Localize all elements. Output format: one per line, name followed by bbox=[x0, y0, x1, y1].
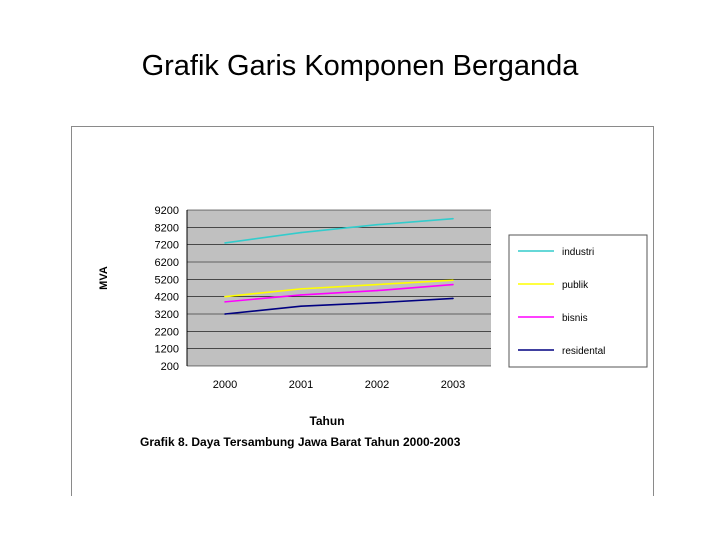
y-tick-label: 9200 bbox=[154, 205, 179, 217]
y-tick-labels bbox=[155, 205, 179, 373]
legend-label-publik: publik bbox=[562, 280, 589, 291]
x-tick-labels bbox=[213, 379, 465, 391]
plot-area bbox=[187, 210, 491, 366]
data-point-industri bbox=[452, 218, 454, 220]
y-tick-label: 5200 bbox=[154, 274, 179, 287]
data-point-publik bbox=[224, 296, 226, 298]
data-point-publik bbox=[452, 279, 454, 281]
y-tick-label: 8200 bbox=[154, 222, 179, 235]
data-point-publik bbox=[300, 288, 302, 290]
data-point-industri bbox=[300, 232, 302, 234]
data-point-bisnis bbox=[452, 284, 454, 286]
data-point-bisnis bbox=[376, 290, 378, 292]
y-axis-label: MVA bbox=[98, 266, 110, 290]
data-point-industri bbox=[224, 242, 226, 244]
x-tick-label: 2000 bbox=[212, 379, 238, 391]
data-point-bisnis bbox=[224, 301, 226, 303]
data-point-residental bbox=[224, 313, 226, 315]
chart-title: Grafik 8. Daya Tersambung Jawa Barat Tahun 2000-2003 bbox=[140, 435, 461, 449]
legend-label-residental: residental bbox=[562, 346, 606, 357]
data-point-bisnis bbox=[300, 294, 302, 296]
x-tick-label: 2002 bbox=[364, 379, 390, 391]
data-point-publik bbox=[376, 284, 378, 286]
y-tick-label: 3200 bbox=[154, 309, 179, 321]
legend-label-industri: industri bbox=[562, 247, 595, 258]
y-tick-label: 7200 bbox=[154, 239, 179, 252]
data-point-residental bbox=[452, 298, 454, 300]
legend-label-bisnis: bisnis bbox=[562, 313, 588, 324]
x-axis-label: Tahun bbox=[309, 414, 345, 428]
legend bbox=[509, 235, 647, 367]
data-point-industri bbox=[376, 224, 378, 226]
y-tick-label: 1200 bbox=[154, 343, 179, 356]
y-tick-label: 2200 bbox=[154, 326, 179, 339]
y-tick-label: 200 bbox=[160, 361, 179, 373]
slide-title: Grafik Garis Komponen Berganda bbox=[141, 50, 579, 82]
data-point-residental bbox=[376, 302, 378, 304]
x-tick-label: 2001 bbox=[288, 379, 314, 391]
y-tick-label: 6200 bbox=[154, 257, 179, 269]
y-tick-label: 4200 bbox=[154, 291, 179, 304]
x-tick-label: 2003 bbox=[440, 379, 466, 391]
data-point-residental bbox=[300, 305, 302, 307]
